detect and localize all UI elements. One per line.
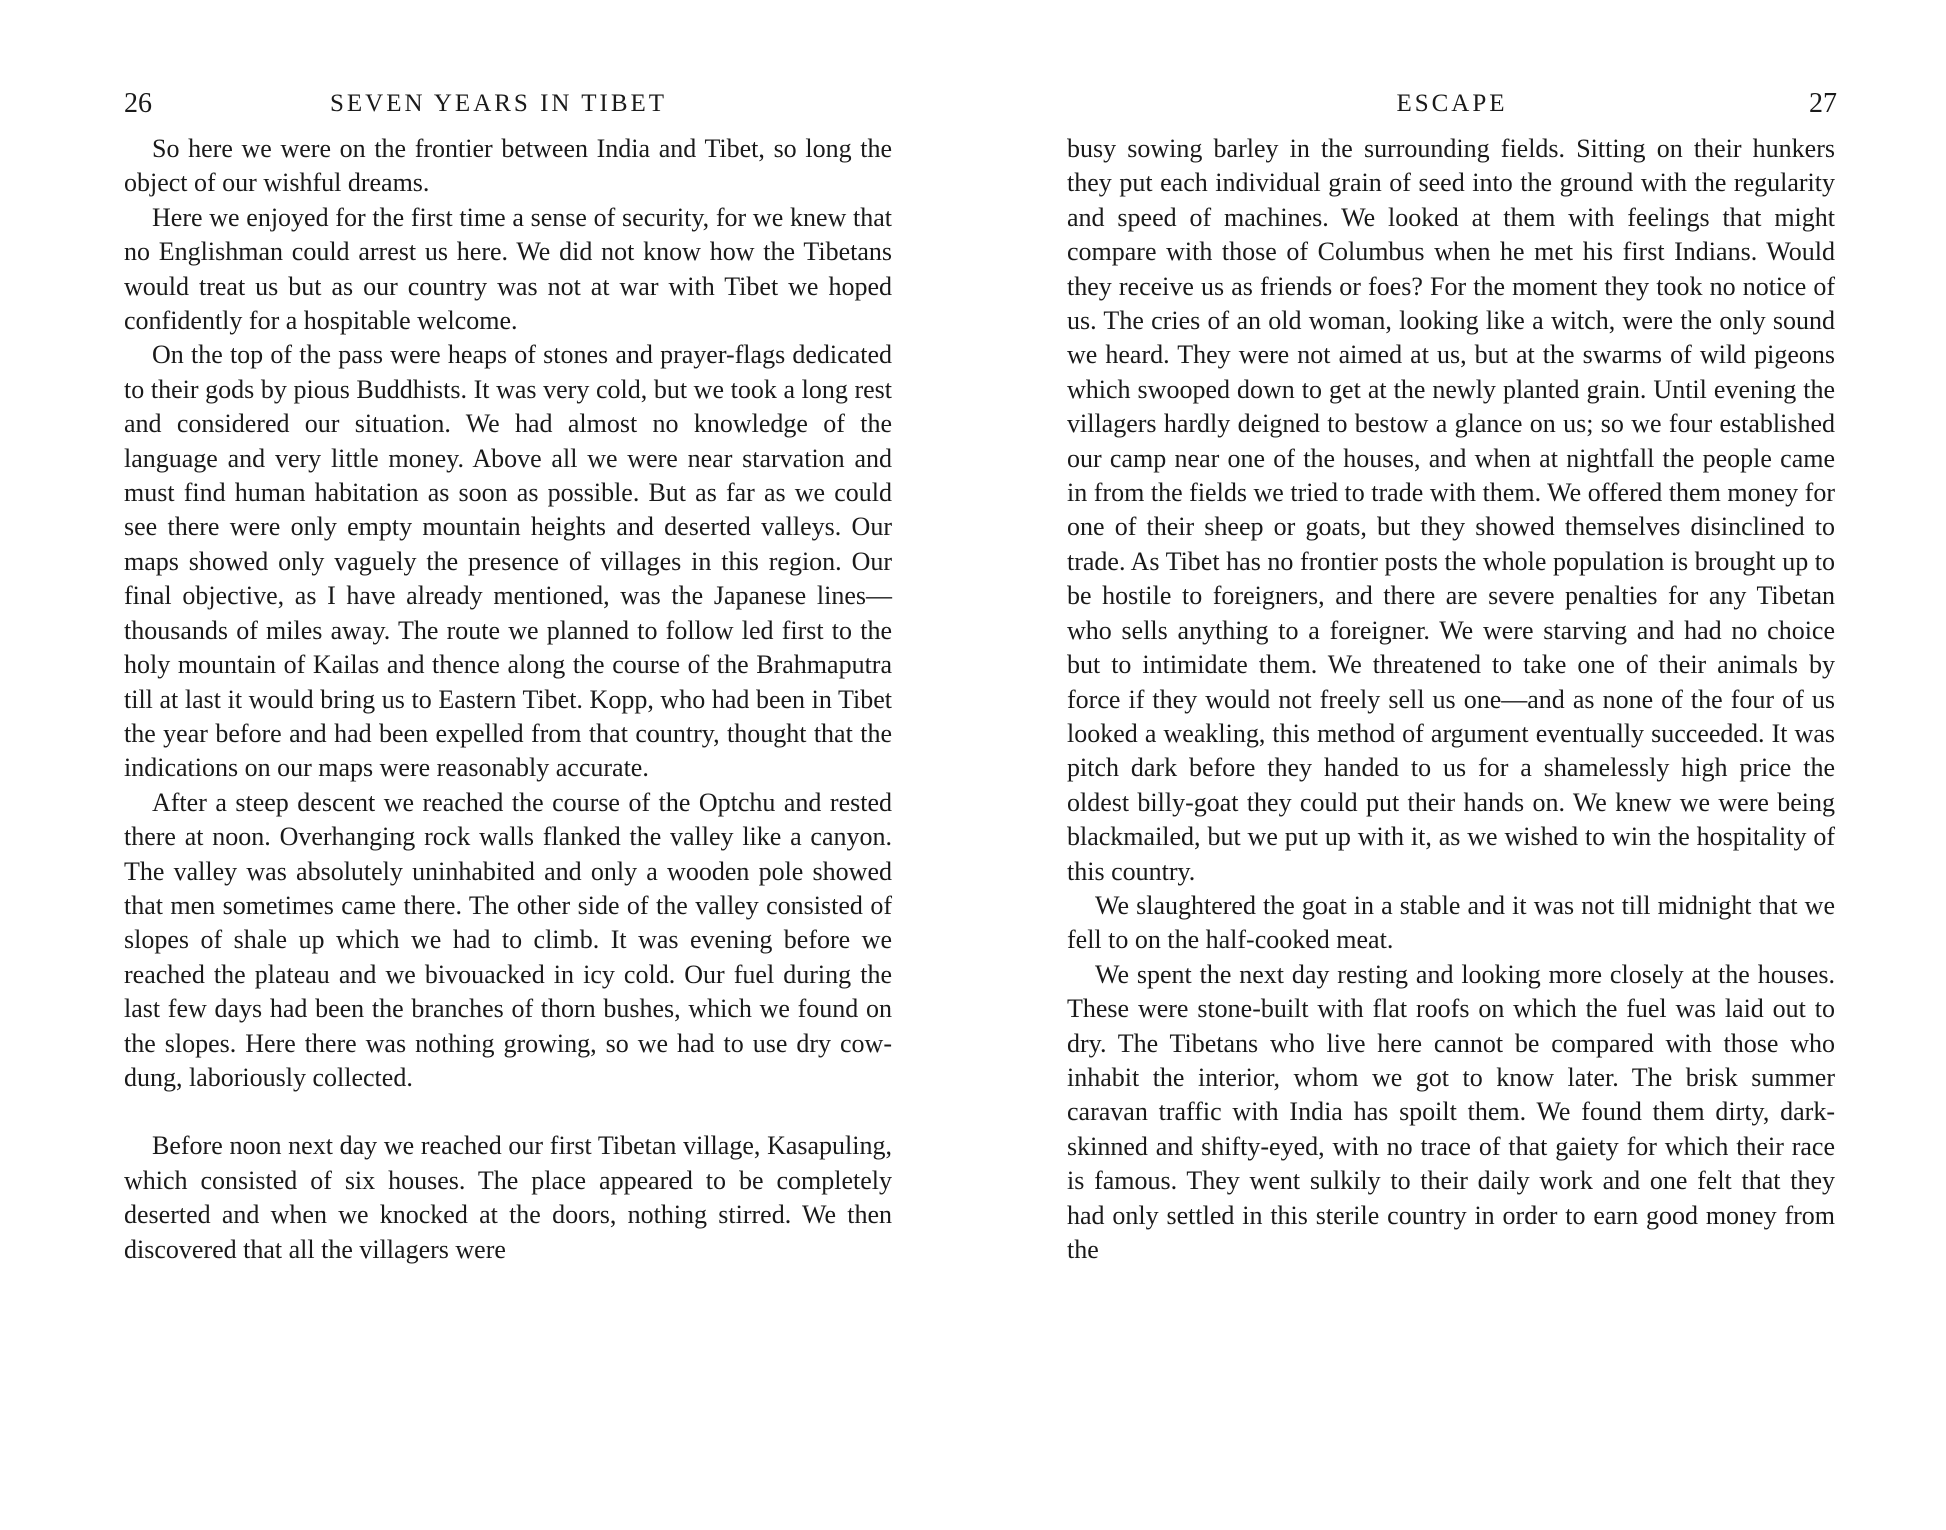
paragraph-security: Here we enjoyed for the first time a sense of security, for we knew that no Englishman could arrest us here. We did not know how the Tibetans would treat us but as our country was not at war with Tibet we hoped confidently for a hospitable welcome. xyxy=(124,202,892,336)
right-page xyxy=(973,0,1946,1530)
page-number-left: 26 xyxy=(124,88,152,119)
paragraph-descent: After a steep descent we reached the course of the Optchu and rested there at noon. Overhanging rock walls flanked the valley like a canyon. The valley was absolutely uninhabited and only a wooden pole showed that men sometimes came there. The other side of the valley consisted of slopes of shale up which we had to climb. It was evening before we reached the plateau and we bivouacked in icy cold. Our fuel during the last few days had been the branches of thorn bushes, which we found on the slopes. Here there was nothing growing, so we had to use dry cow-dung, laboriously collected. xyxy=(124,787,892,1092)
paragraph-kasapuling: Before noon next day we reached our first Tibetan village, Kasapuling, which consisted of six houses. The place appeared to be completely deserted and when we knocked at the doors, nothing stirred. We then discovered that all the villagers were xyxy=(124,1131,892,1264)
right-text-block xyxy=(1067,132,1835,1267)
paragraph-villagers: busy sowing barley in the surrounding fields. Sitting on their hunkers they put each individual grain of seed into the ground with the regularity and speed of machines. We looked at them with feelings that might compare with those of Columbus when he met his first Indians. Would they receive us as friends or foes? For the moment they took no notice of us. The cries of an old woman, looking like a witch, were the only sound we heard. They were not aimed at us, but at the swarms of wild pigeons which swooped down to get at the newly planted grain. Until evening the villagers hardly deigned to bestow a glance on us; so we four established our camp near one of the houses, and when at nightfall the people came in from the fields we tried to trade with them. We offered them money for one of their sheep or goats, but they showed themselves disinclined to trade. As Tibet has no frontier posts the whole population is brought up to be hostile to foreigners, and there are severe penalties for any Tibetan who sells anything to a foreigner. We were starving and had no choice but to intimidate them. We threatened to take one of their animals by force if they would not freely sell us one—and as none of the four of us looked a weakling, this method of argument eventually succeeded. It was pitch dark before they handed to us for a shamelessly high price the oldest billy-goat they could put their hands on. We knew we were being blackmailed, but we put up with it, as we wished to win the hospitality of this country. xyxy=(1067,134,1835,886)
paragraph-frontier: So here we were on the frontier between India and Tibet, so long the object of our wishful dreams. xyxy=(124,134,892,198)
left-running-head xyxy=(124,84,894,124)
paragraph-goat: We slaughtered the goat in a stable and it was not till midnight that we fell to on the half-cooked meat. xyxy=(1067,890,1835,955)
paragraph-pass: On the top of the pass were heaps of stones and prayer-flags dedicated to their gods by pious Buddhists. It was very cold, but we took a long rest and considered our situation. We had almost no knowledge of the language and very little money. Above all we were near starvation and must find human habitation as soon as possible. But as far as we could see there were only empty mountain heights and deserted valleys. Our maps showed only vaguely the presence of villages in this region. Our final objective, as I have already mentioned, was the Japanese lines—thousands of miles away. The route we planned to follow led first to the holy mountain of Kailas and thence along the course of the Brahmaputra till at last it would bring us to Eastern Tibet. Kopp, who had been in Tibet the year before and had been expelled from that country, thought that the indications on our maps were reasonably accurate. xyxy=(124,340,892,783)
left-text-block xyxy=(124,132,892,1267)
book-title-header: SEVEN YEARS IN TIBET xyxy=(330,90,668,117)
chapter-title-header: ESCAPE xyxy=(1396,90,1508,117)
page-number-right: 27 xyxy=(1809,88,1837,119)
paragraph-houses: We spent the next day resting and looking more closely at the houses. These were stone-built with flat roofs on which the fuel was laid out to dry. The Tibetans who live here cannot be compared with those who inhabit the interior, whom we got to know later. The brisk summer caravan traffic with India has spoilt them. We found them dirty, dark-skinned and shifty-eyed, with no trace of that gaiety for which their race is famous. They went sulkily to their daily work and one felt that they had only settled in this sterile country in order to earn good money from the xyxy=(1067,959,1835,1264)
right-running-head xyxy=(1067,84,1837,124)
